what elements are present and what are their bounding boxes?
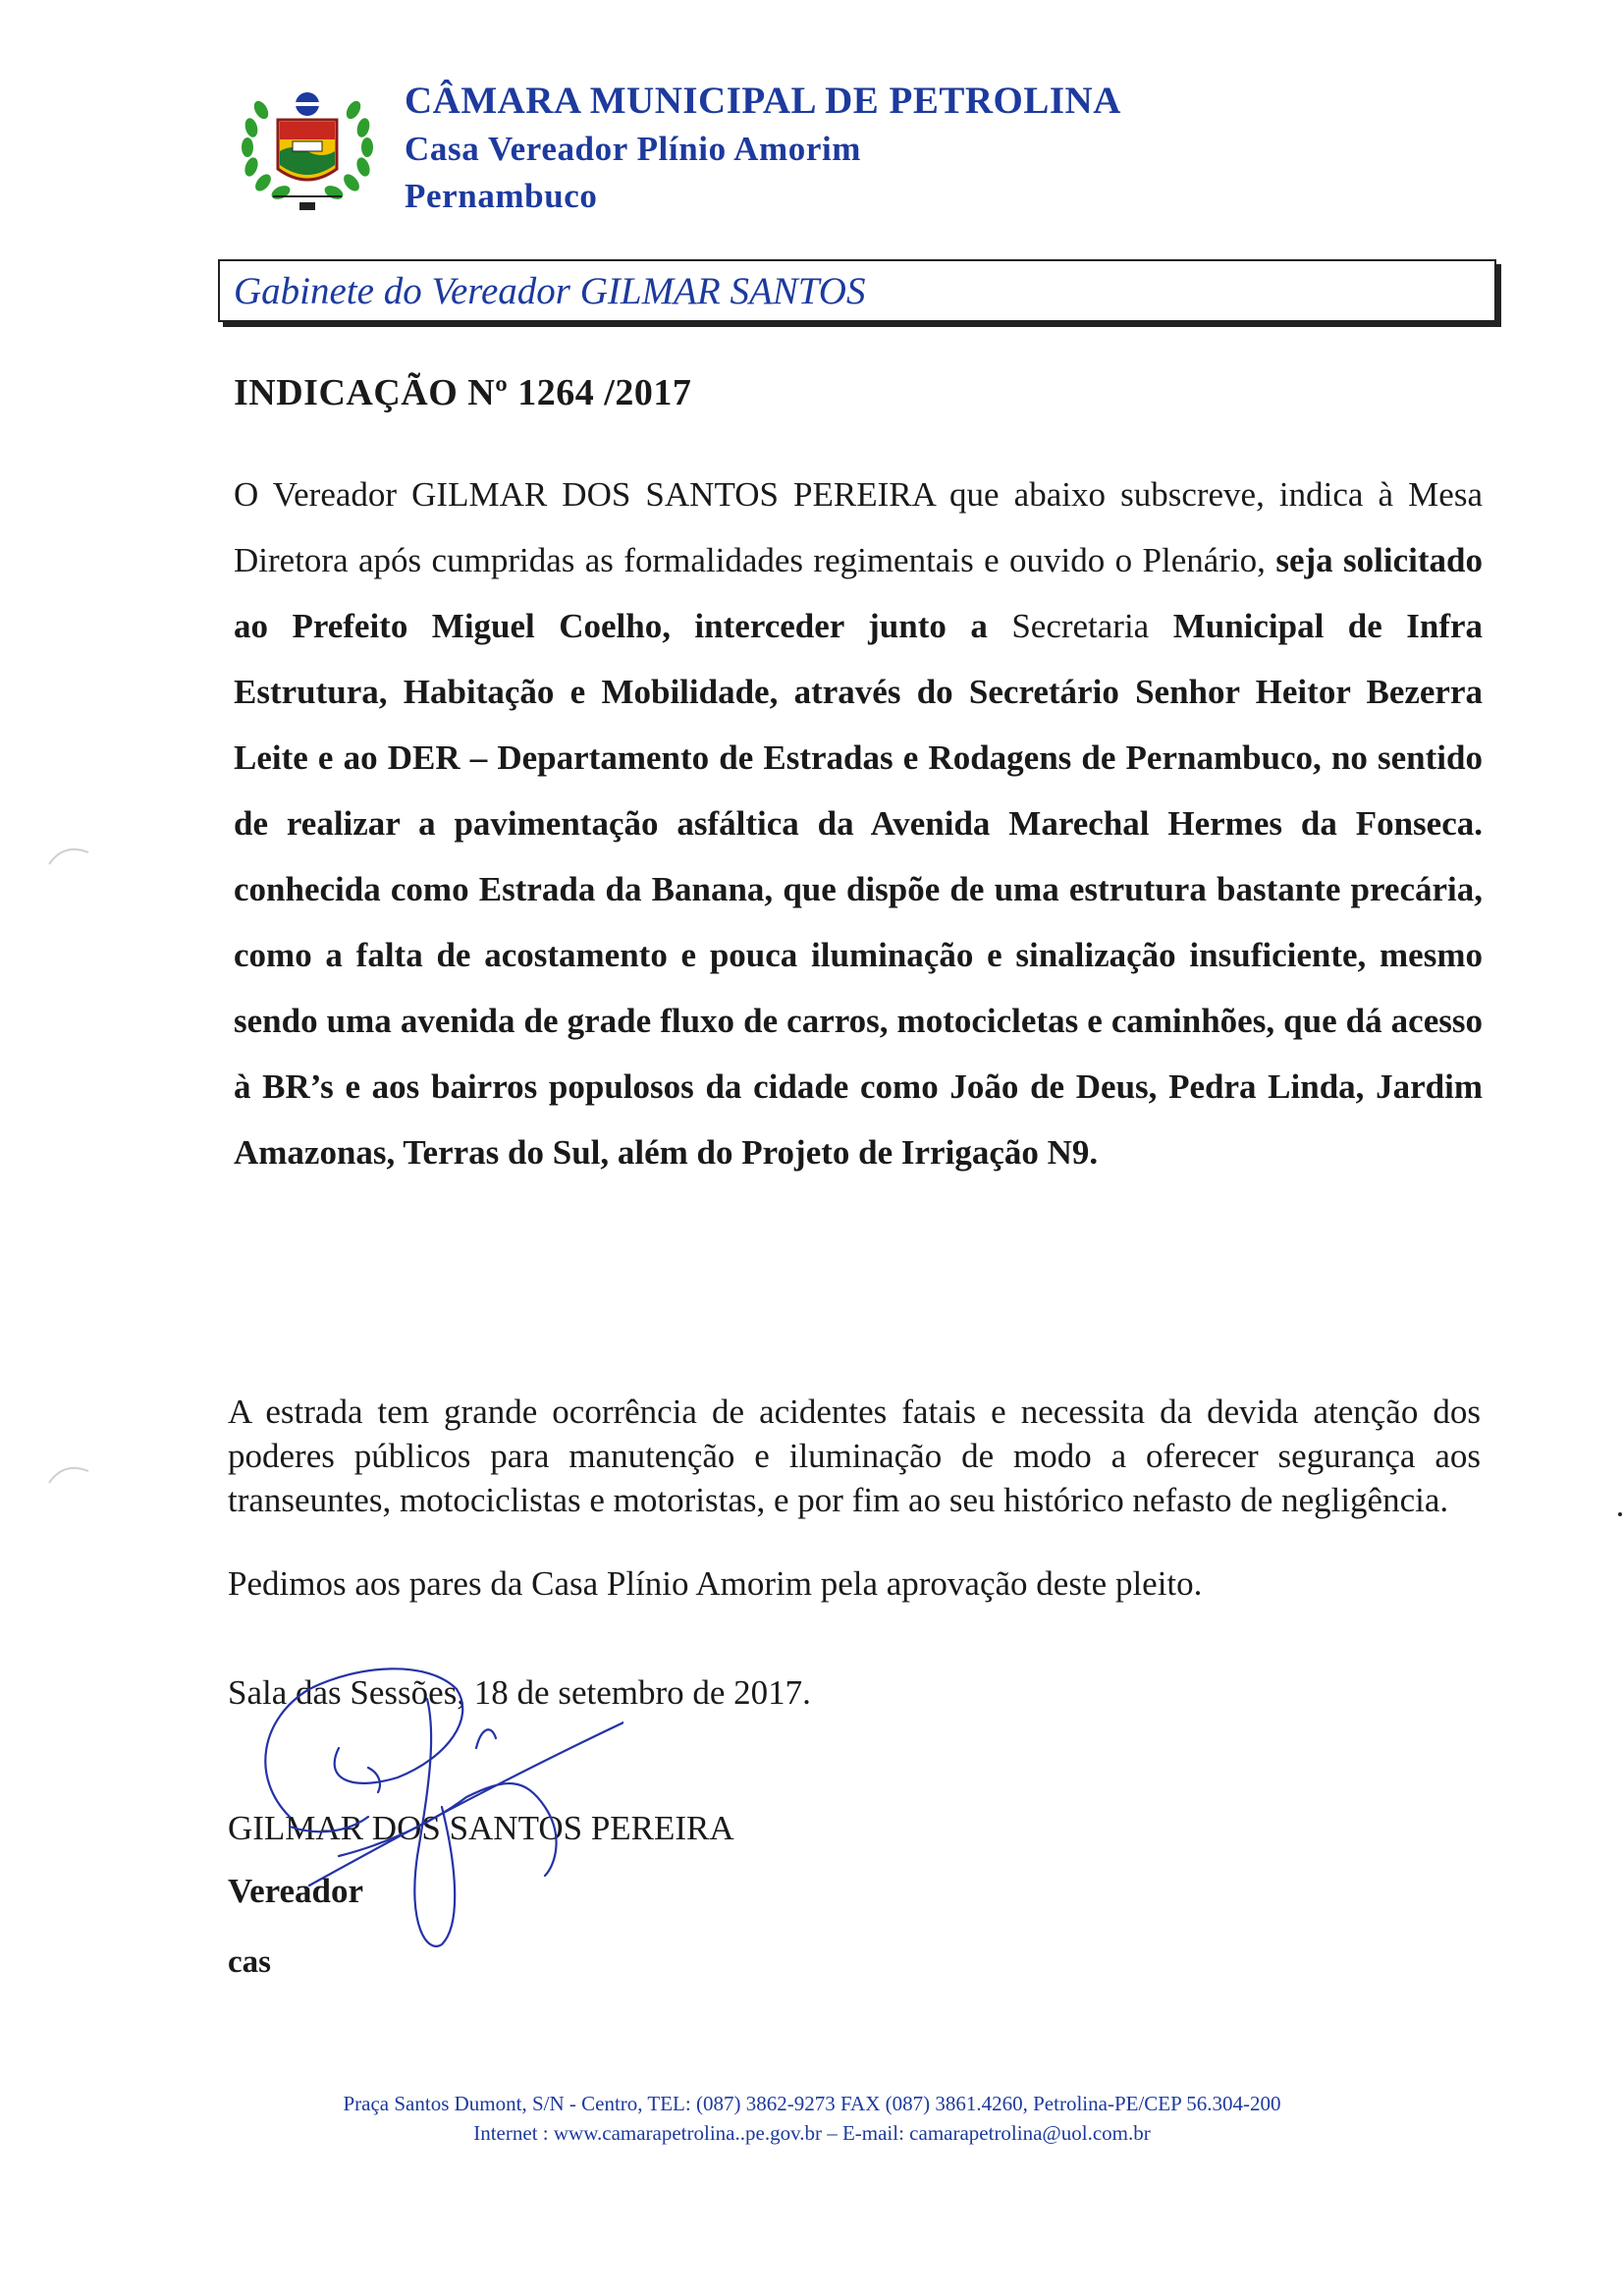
request-bold-1: seja solicitado ao Prefeito Miguel Coelho, interceder junto a [234,541,1484,645]
signer-name: GILMAR DOS SANTOS PEREIRA [228,1809,734,1847]
cabinet-title: Gabinete do Vereador GILMAR SANTOS [234,270,866,312]
cabinet-box [218,259,1496,322]
intro-text: O Vereador GILMAR DOS SANTOS PEREIRA que abaixo subscreve, indica à Mesa Diretora após cumpridas as formalidades regimentais e ouvido o Plenário, [234,475,1483,579]
request-normal-1: Secretaria [1011,607,1150,645]
typist-initials: cas [228,1944,271,1980]
signer-role: Vereador [228,1872,364,1910]
scan-artifact-arc [39,1453,98,1512]
main-paragraph [234,462,1483,1185]
footer-address: Praça Santos Dumont, S/N - Centro, TEL: (087) 3862-9273 FAX (087) 3861.4260, Petrolina-PE/CEP 56.304-200 [343,2092,1281,2115]
header-house-name: Casa Vereador Plínio Amorim [405,130,862,168]
header-institution-name: CÂMARA MUNICIPAL DE PETROLINA [405,80,1121,122]
footer-contacts: Internet : www.camarapetrolina..pe.gov.br – E-mail: camarapetrolina@uol.com.br [473,2121,1151,2145]
request-bold-2: Municipal de Infra Estrutura, Habitação e Mobilidade, através do Secretário Senhor Heitor Bezerra Leite e ao DER – Departamento de Estradas e Rodagens de Pernambuco, no sentido de realizar a pavimentação asfáltica da Avenida Marechal Hermes da Fonseca. conhecida como Estrada da Banana, que dispõe de uma estrutura bastante precária, como a falta de acostamento e pouca iluminação e sinalização insuficiente, mesmo sendo uma avenida de grade fluxo de carros, motocicletas e caminhões, que dá acesso à BR’s e aos bairros populosos da cidade como João de Deus, Pedra Linda, Jardim Amazonas, Terras do Sul, além do Projeto de Irrigação N9. [234,607,1484,1172]
third-paragraph: Pedimos aos pares da Casa Plínio Amorim pela aprovação deste pleito. [228,1564,1203,1603]
document-title: INDICAÇÃO Nº 1264 /2017 [234,372,692,413]
coat-of-arms-logo [234,81,381,218]
header-state: Pernambuco [405,177,598,215]
closing-date: Sala das Sessões, 18 de setembro de 2017. [228,1673,811,1712]
scan-artifact-arc [39,835,98,894]
scan-dot [1618,1512,1622,1516]
second-paragraph: A estrada tem grande ocorrência de acidentes fatais e necessita da devida atenção dos poderes públicos para manutenção e iluminação de modo a oferecer segurança aos transeuntes, motociclistas e motoristas, e por fim ao seu histórico nefasto de negligência. [228,1393,1481,1519]
